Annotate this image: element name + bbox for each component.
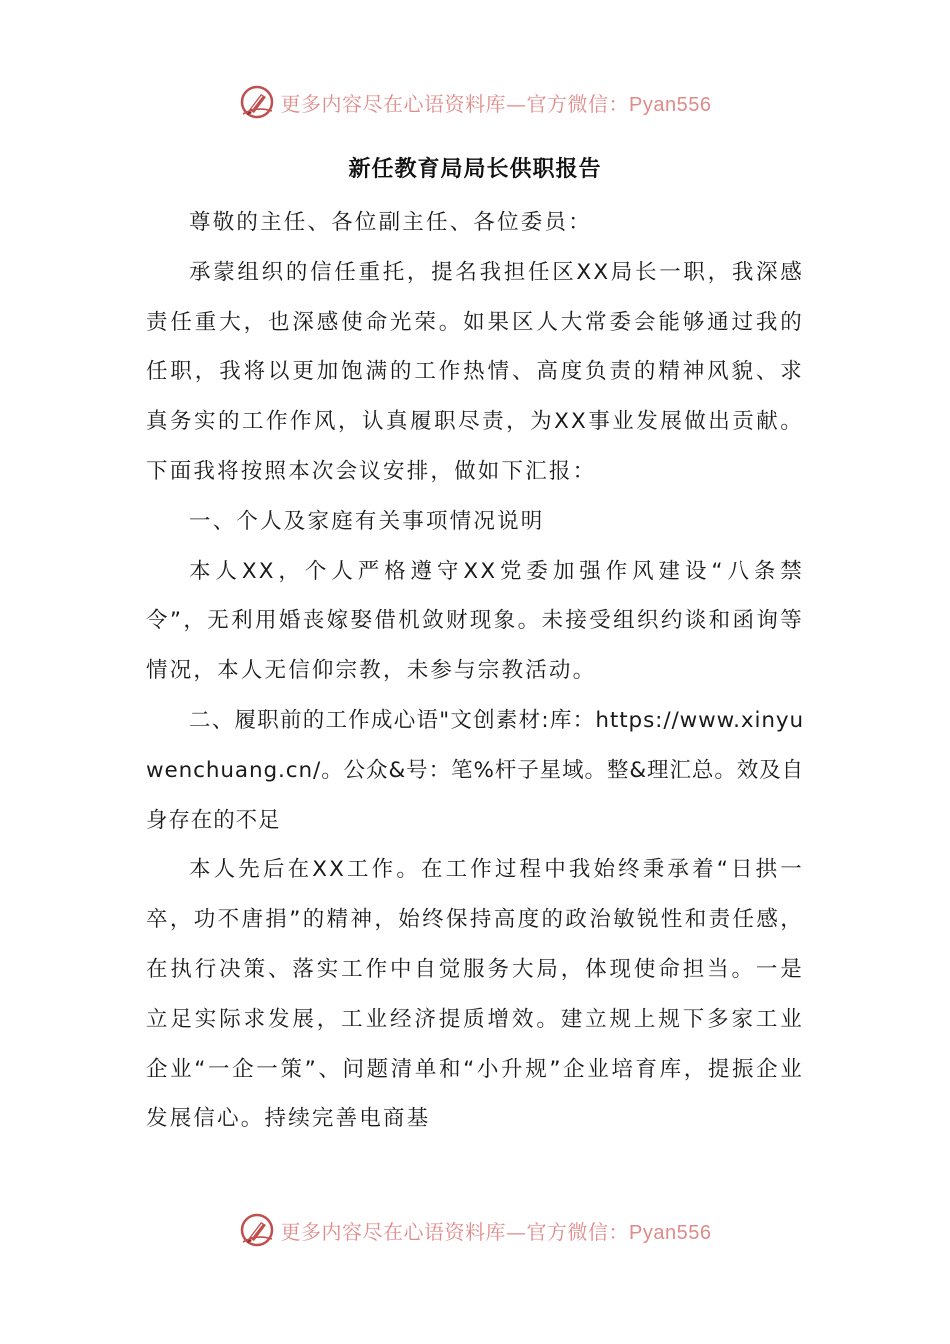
page-title: 新任教育局局长供职报告: [348, 157, 602, 182]
header-watermark-banner: [0, 82, 950, 122]
salutation-paragraph: 尊敬的主任、各位副主任、各位委员：: [189, 210, 592, 235]
intro-paragraph: 承蒙组织的信任重托，提名我担任区XX局长一职，我深感责任重大，也深感使命光荣。如果区人大常委会能够通过我的任职，我将以更加饱满的工作热情、高度负责的精神风貌、求真务实的工作作风，认真履职尽责，为XX事业发展做出贡献。下面我将按照本次会议安排，做如下汇报：: [146, 259, 804, 484]
pen-nib-logo-icon: [239, 84, 275, 120]
footer-watermark-banner: [0, 1210, 950, 1250]
wechat-id: Pyan556: [629, 1221, 712, 1244]
personal-matters-paragraph: 本人XX，个人严格遵守XX党委加强作风建设“八条禁令”，无利用婚丧嫁娶借机敛财现象。未接受组织约谈和函询等情况，本人无信仰宗教，未参与宗教活动。: [146, 558, 804, 684]
work-history-paragraph: 本人先后在XX工作。在工作过程中我始终秉承着“日拱一卒，功不唐捐”的精神，始终保持高度的政治敏锐性和责任感，在执行决策、落实工作中自觉服务大局，体现使命担当。一是立足实际求发展，工业经济提质增效。建立规上规下多家工业企业“一企一策”、问题清单和“小升规”企业培育库，提振企业发展信心。持续完善电商基: [146, 857, 804, 1132]
watermark-text: 更多内容尽在心语资料库—官方微信：Pyan556: [280, 91, 712, 116]
section-heading-2: 二、履职前的工作成心语"文创素材:库：https://www.xinyuwenchuang.cn/。公众&号：笔%杆子星域。整&理汇总。效及自身存在的不足: [146, 707, 804, 833]
wechat-id: Pyan556: [629, 93, 712, 116]
document-body: [146, 198, 804, 1144]
watermark-text: 更多内容尽在心语资料库—官方微信：Pyan556: [280, 1219, 712, 1244]
section-heading-1: 一、个人及家庭有关事项情况说明: [189, 508, 545, 534]
pen-nib-logo-icon: [239, 1212, 275, 1248]
